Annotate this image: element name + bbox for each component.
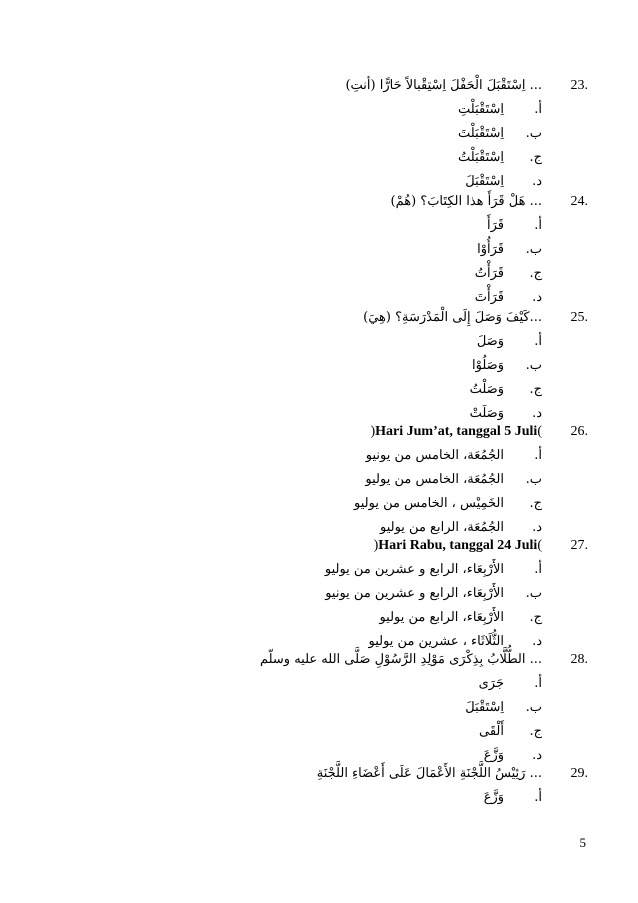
question-25 — [363, 310, 588, 430]
question-number: 26. — [570, 424, 588, 439]
question-28 — [260, 652, 588, 772]
question-text: ... الطُّلَّابُ بِذِكْرَى مَوْلِدِ الرَّسُوْلِ صَلَّى الله عليه وسلّم — [259, 652, 542, 667]
option-b: ب. الجُمُعَة، الخامس من يوليو — [365, 472, 542, 487]
options-list — [260, 676, 542, 772]
option-a: أ. وَزَّعَ — [483, 790, 542, 805]
option-c: ج. قَرَأْتُ — [474, 266, 542, 281]
option-d: د. قَرَأْتَ — [474, 290, 542, 305]
question-text: ... رَئِيْسُ اللَّجْنَةِ الأَعْمَالَ عَلَى أَعْضَاءِ اللَّجْنَةِ — [316, 766, 542, 781]
option-a: أ. الأَرْبِعَاء، الرابع و عشرين من يوليو — [324, 562, 542, 577]
question-text: )Hari Jum’at, tanggal 5 Juli( — [370, 424, 542, 439]
option-a: أ. الجُمُعَة، الخامس من يونيو — [365, 448, 542, 463]
options-list — [317, 790, 542, 814]
option-c: ج. أَلْقَى — [479, 724, 542, 739]
question-text: )Hari Rabu, tanggal 24 Juli( — [373, 538, 542, 553]
options-list — [354, 448, 542, 544]
question-number: 28. — [570, 652, 588, 667]
question-number: 24. — [570, 194, 588, 209]
option-a: أ. قَرَأَ — [487, 218, 542, 233]
option-a: أ. وَصَلَ — [476, 334, 542, 349]
question-23 — [345, 78, 588, 198]
question-number: 25. — [570, 310, 588, 325]
option-d: د. اِسْتَقْبَلَ — [465, 174, 542, 189]
question-text: ... هَلْ قَرَأَ هذا الكِتَابَ؟ (هُمْ) — [390, 194, 542, 209]
option-c: ج. الخَمِيْس ، الخامس من يوليو — [354, 496, 542, 511]
option-b: ب. اِسْتَقْبَلَ — [465, 700, 542, 715]
option-b: ب. قَرَأُوْا — [477, 242, 542, 257]
option-c: ج. الأَرْبِعَاء، الرابع من يوليو — [379, 610, 542, 625]
question-text: ...كَيْفَ وَصَلَ إِلَى الْمَدْرَسَةِ؟ (هِيَ) — [363, 310, 542, 325]
option-a: أ. جَرَى — [478, 676, 542, 691]
question-27 — [325, 538, 588, 658]
options-list — [363, 334, 542, 430]
options-list — [345, 102, 542, 198]
question-text: ... اِسْتَقْبَلَ الْحَفْلَ اِسْتِقْبالاً حَارًّا (أنتِ) — [345, 78, 542, 93]
option-c: ج. اِسْتَقْبَلْتُ — [458, 150, 542, 165]
options-list — [325, 562, 542, 658]
question-26 — [354, 424, 588, 544]
option-d: د. الثُّلَاثَاء ، عشرين من يوليو — [368, 634, 542, 649]
page-number: 5 — [579, 835, 586, 850]
question-number: 27. — [570, 538, 588, 553]
option-b: ب. وَصَلُوْا — [472, 358, 542, 373]
question-number: 29. — [570, 766, 588, 781]
question-29 — [317, 766, 588, 814]
option-c: ج. وَصَلْتُ — [469, 382, 542, 397]
question-number: 23. — [570, 78, 588, 93]
option-a: أ. اِسْتَقْبَلْتِ — [458, 102, 542, 117]
option-d: د. وَصَلَتْ — [469, 406, 542, 421]
option-d: د. وَزَّعَ — [483, 748, 542, 763]
question-24 — [391, 194, 588, 314]
option-d: د. الجُمُعَة، الرابع من يوليو — [379, 520, 542, 535]
option-b: ب. اِسْتَقْبَلْتَ — [458, 126, 542, 141]
option-b: ب. الأَرْبِعَاء، الرابع و عشرين من يونيو — [325, 586, 542, 601]
options-list — [391, 218, 542, 314]
